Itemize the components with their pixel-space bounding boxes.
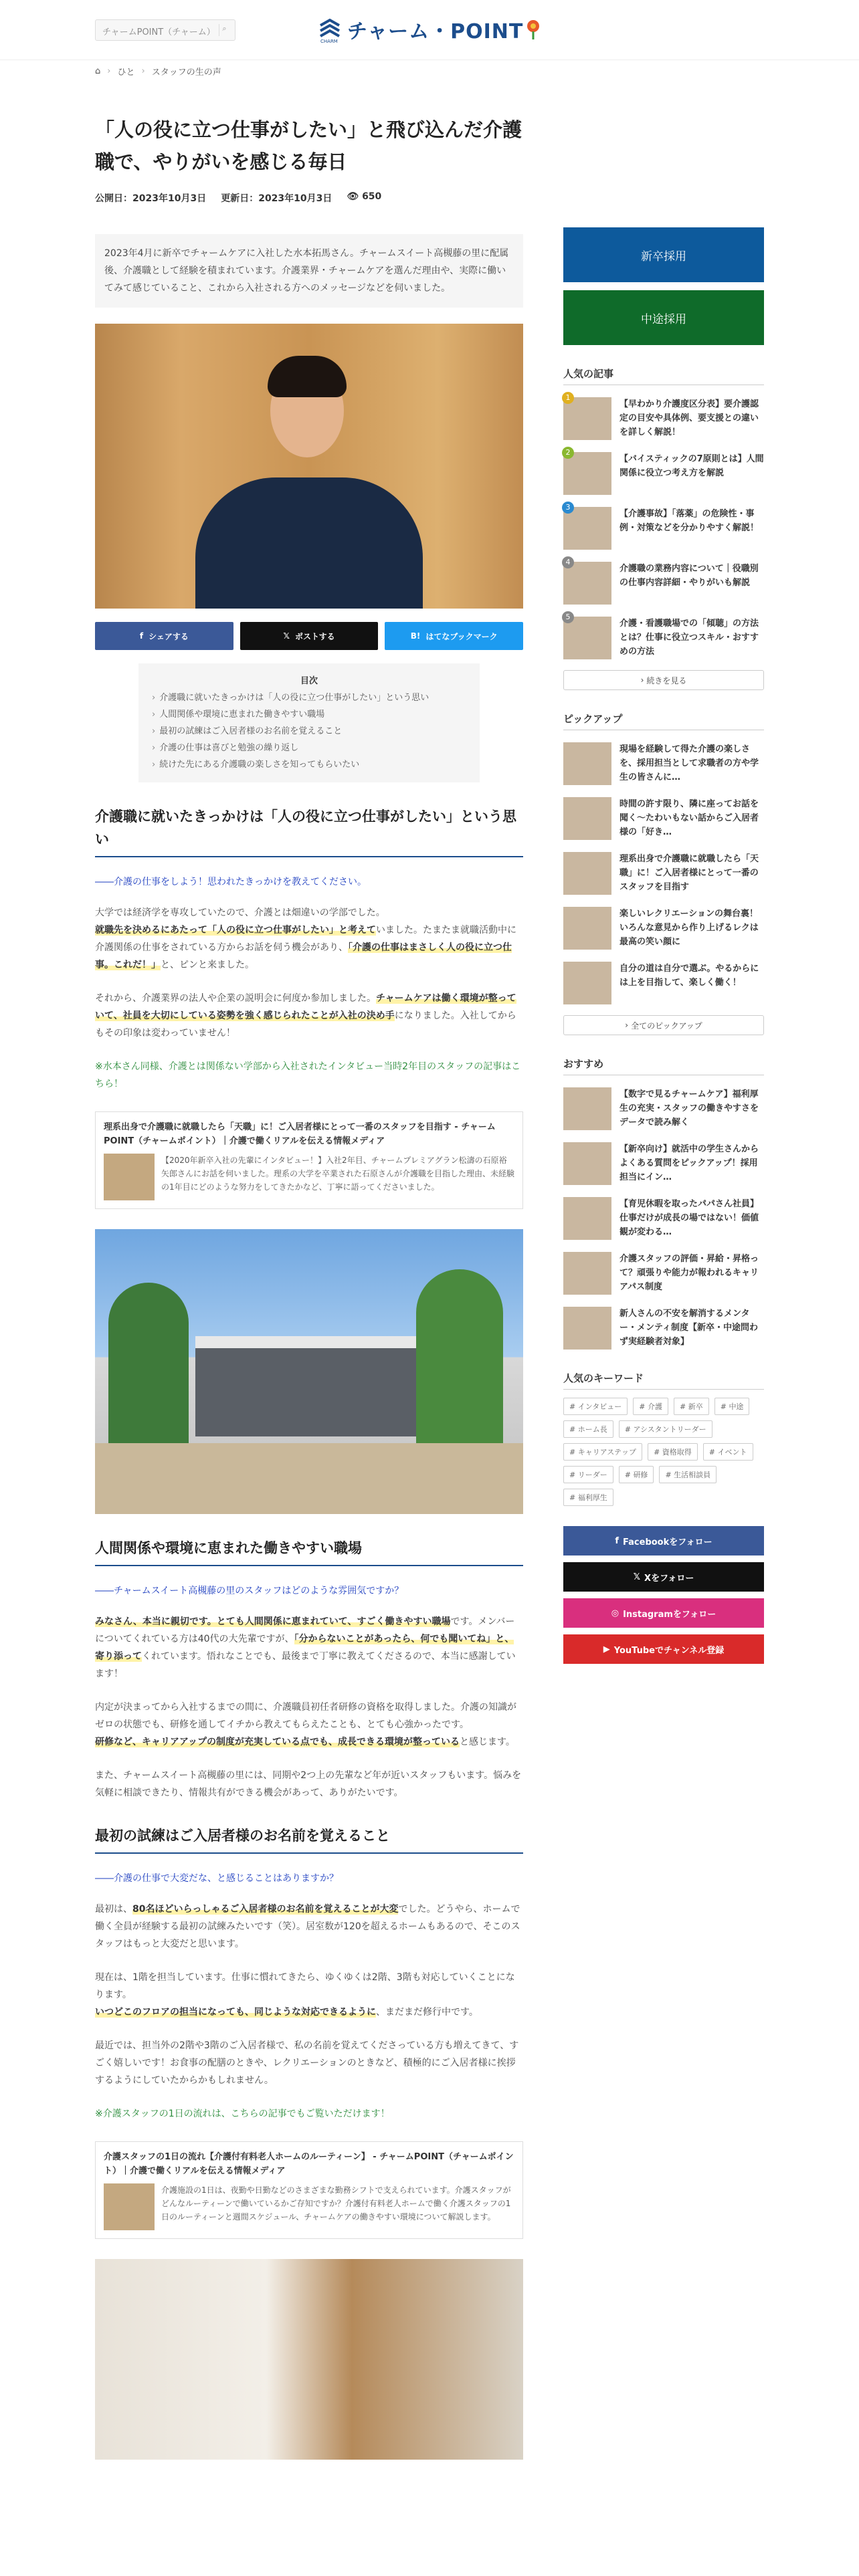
table-of-contents bbox=[138, 663, 480, 782]
site-logo[interactable] bbox=[318, 15, 543, 44]
osusume-item[interactable] bbox=[563, 1252, 764, 1295]
popular-text: 介護・看護職場での「傾聴」の方法とは？仕事に役立つスキル・おすすめの方法 bbox=[619, 619, 759, 657]
pickup-thumbnail bbox=[563, 907, 611, 950]
article-lead: 2023年4月に新卒でチャームケアに入社した水本拓馬さん。チャームスイート高槻藤の里に配属後、介護職として経験を積まれています。介護業界・チャームケアを選んだ理由や、実際に働いてみて感じていること、これから入社される方へのメッセージなどを伺いました。 bbox=[95, 234, 523, 308]
osusume-text: 新人さんの不安を解消するメンター・メンティ制度【新卒・中途問わず実経験者対象】 bbox=[619, 1309, 758, 1347]
keyword-tag[interactable]: # 介護 bbox=[633, 1398, 668, 1415]
popular-text: 【介護事故】「落薬」の危険性・事例・対策などを分かりやすく解説！ bbox=[619, 509, 759, 533]
facebook-icon: f bbox=[615, 1535, 619, 1546]
popular-item[interactable] bbox=[563, 393, 764, 440]
tree-shape bbox=[108, 1283, 189, 1450]
article-meta bbox=[95, 191, 523, 205]
pickup-item[interactable] bbox=[563, 907, 764, 950]
arrow-icon: › bbox=[640, 675, 644, 685]
osusume-text: 【新卒向け】就活中の学生さんからよくある質問をピックアップ！採用担当にイン… bbox=[619, 1144, 759, 1182]
paragraph: それから、介護業界の法人や企業の説明会に何度か参加しました。チャームケアは働く環境が整っていて、社員を大切にしている姿勢を強く感じられたことが入社の決め手になりました。入社してからもその印象は変わっていません！ bbox=[95, 993, 516, 1039]
pickup-item[interactable] bbox=[563, 962, 764, 1004]
logo-sub: CHARM bbox=[320, 39, 338, 44]
building-roof bbox=[195, 1336, 450, 1348]
osusume-item[interactable] bbox=[563, 1197, 764, 1240]
person-body bbox=[195, 477, 423, 609]
logo-mark-icon bbox=[318, 17, 342, 41]
card-thumbnail bbox=[104, 1154, 155, 1200]
related-link[interactable]: ※水本さん同様、介護とは関係ない学部から入社されたインタビュー当時2年目のスタッフの記事はこちら！ bbox=[95, 1061, 521, 1089]
osusume-thumbnail bbox=[563, 1252, 611, 1295]
view-count: 650 bbox=[362, 191, 382, 202]
osusume-text: 介護スタッフの評価・昇給・昇格って？頑張りや能力が報われるキャリアパス制度 bbox=[619, 1254, 759, 1292]
keyword-tags bbox=[563, 1398, 764, 1506]
osusume-thumbnail bbox=[563, 1197, 611, 1240]
rank-badge: 5 bbox=[562, 611, 574, 623]
osusume-thumbnail bbox=[563, 1307, 611, 1350]
instagram-follow-button[interactable]: ◎ Instagramをフォロー bbox=[563, 1598, 764, 1628]
osusume-item[interactable] bbox=[563, 1307, 764, 1350]
logo-text: チャーム・POINT bbox=[347, 20, 524, 43]
toc-item[interactable]: › 介護の仕事は喜びと勉強の繰り返し bbox=[152, 740, 466, 756]
blog-card[interactable] bbox=[95, 1111, 523, 1209]
updated-date: 更新日：2023年10月3日 bbox=[221, 193, 332, 204]
osusume-thumbnail bbox=[563, 1142, 611, 1185]
pickup-text: 現場を経験して得た介護の楽しさを、採用担当として求職者の方や学生の皆さんに… bbox=[619, 744, 759, 782]
interior-photo bbox=[95, 2259, 523, 2460]
paragraph: 最近では、担当外の2階や3階のご入居者様で、私の名前を覚えてくださっている方も増えてきて、すごく嬉しいです！お食事の配膳のときや、レクリエーションのときなど、積極的にご入居者様に挨拶するようにしていたからかもしれません。 bbox=[95, 2040, 519, 2086]
osusume-text: 【育児休暇を取ったパパさん社員】仕事だけが成長の場ではない！価値観が変わる… bbox=[619, 1199, 759, 1237]
osusume-title: おすすめ bbox=[563, 1057, 764, 1075]
breadcrumb-current[interactable]: スタッフの生の声 bbox=[151, 67, 221, 78]
pickup-item[interactable] bbox=[563, 852, 764, 895]
popular-item[interactable] bbox=[563, 613, 764, 659]
breadcrumb-sep: › bbox=[141, 66, 145, 76]
x-icon: 𝕏 bbox=[283, 631, 290, 641]
hatena-share-button[interactable]: B! はてなブックマーク bbox=[385, 622, 523, 650]
popular-item[interactable] bbox=[563, 558, 764, 605]
paragraph: 最初は、80名ほどいらっしゃるご入居者様のお名前を覚えることが大変でした。どうやら、ホームで働く全員が経験する最初の試練みたいです（笑）。居室数が120を超えるホームもあるので、そこのスタッフはもっと大変だと思います。 bbox=[95, 1904, 520, 1949]
pickup-thumbnail bbox=[563, 852, 611, 895]
arrow-icon: › bbox=[625, 1021, 629, 1030]
toc-item[interactable]: › 続けた先にある介護職の楽しさを知ってもらいたい bbox=[152, 756, 466, 773]
facebook-icon: f bbox=[139, 631, 144, 641]
popular-thumbnail bbox=[563, 507, 611, 550]
share-bar bbox=[95, 622, 523, 650]
osusume-thumbnail bbox=[563, 1087, 611, 1130]
building-photo bbox=[95, 1229, 523, 1514]
popular-title: 人気の記事 bbox=[563, 366, 764, 385]
person-hair bbox=[268, 356, 347, 397]
keyword-tag[interactable]: # 研修 bbox=[619, 1466, 654, 1483]
pickup-thumbnail bbox=[563, 797, 611, 840]
section-heading: 最初の試練はご入居者様のお名前を覚えること bbox=[95, 1824, 523, 1854]
pickup-thumbnail bbox=[563, 962, 611, 1004]
blog-card[interactable] bbox=[95, 2141, 523, 2239]
card-title: 介護スタッフの1日の流れ【介護付有料老人ホームのルーティーン】 - チャームPOINT（チャームポイント）｜介護で働くリアルを伝える情報メディア bbox=[104, 2152, 514, 2176]
pickup-text: 時間の許す限り、隣に座ってお話を聞く～たわいもない話からご入居者様の「好き… bbox=[619, 799, 759, 837]
rank-badge: 2 bbox=[562, 447, 574, 459]
pickup-text: 理系出身で介護職に就職したら「天職」に！ご入居者様にとって一番のスタッフを目指す bbox=[619, 854, 759, 892]
toc-item[interactable]: › 介護職に就いたきっかけは「人の役に立つ仕事がしたい」という思い bbox=[152, 689, 466, 706]
hatena-icon: B! bbox=[410, 631, 421, 641]
published-date: 公開日：2023年10月3日 bbox=[95, 193, 207, 204]
paragraph: また、チャームスイート高槻藤の里には、同期や2つ上の先輩など年が近いスタッフもいます。悩みを気軽に相談できたり、情報共有ができる機会があって、ありがたいです。 bbox=[95, 1770, 522, 1798]
question: ――チャームスイート高槻藤の里のスタッフはどのような雰囲気ですか？ bbox=[95, 1586, 404, 1596]
hero-image bbox=[95, 324, 523, 609]
paragraph: みなさん、本当に親切です。とても人間関係に恵まれていて、すごく働きやすい職場です。メンバーについてくれている方は40代の大先輩ですが、「分からないことがあったら、何でも聞いてね」と、寄り添ってくれています。悟れなことでも、最後まで丁寧に教えてくださるので、本当に感謝しています！ bbox=[95, 1616, 516, 1679]
pickup-text: 楽しいレクリエーションの舞台裏！いろんな意見から作り上げるレクは最高の笑い顔に bbox=[619, 909, 759, 947]
search-icon[interactable]: ⌕ bbox=[219, 24, 229, 36]
ground-shape bbox=[95, 1443, 523, 1514]
keyword-tag[interactable]: # キャリアステップ bbox=[563, 1443, 642, 1461]
section-heading: 介護職に就いたきっかけは「人の役に立つ仕事がしたい」という思い bbox=[95, 805, 523, 857]
tree-shape bbox=[416, 1269, 503, 1457]
chuto-button[interactable]: 中途採用 bbox=[563, 290, 764, 345]
breadcrumb-sep: › bbox=[107, 66, 111, 76]
section-heading: 人間関係や環境に恵まれた働きやすい職場 bbox=[95, 1537, 523, 1566]
toc-item[interactable]: › 最初の試練はご入居者様のお名前を覚えること bbox=[152, 723, 466, 740]
keyword-tag[interactable]: # 資格取得 bbox=[648, 1443, 698, 1461]
keyword-tag[interactable]: # アシスタントリーダー bbox=[619, 1420, 712, 1438]
article-main bbox=[95, 107, 523, 2460]
question: ――介護の仕事で大変だな、と感じることはありますか？ bbox=[95, 1873, 339, 1884]
card-thumbnail bbox=[104, 2183, 155, 2230]
osusume-item[interactable] bbox=[563, 1142, 764, 1185]
pickup-text: 自分の道は自分で選ぶ。やるからには上を目指して、楽しく働く！ bbox=[619, 964, 759, 988]
more-pickup-button[interactable]: › 全てのピックアップ bbox=[563, 1015, 764, 1035]
more-popular-button[interactable]: › 続きを見る bbox=[563, 670, 764, 690]
keyword-tag[interactable]: # 中途 bbox=[714, 1398, 750, 1415]
popular-thumbnail bbox=[563, 617, 611, 659]
osusume-item[interactable] bbox=[563, 1087, 764, 1130]
related-link[interactable]: ※介護スタッフの1日の流れは、こちらの記事でもご覧いただけます！ bbox=[95, 2109, 390, 2119]
building-shape bbox=[195, 1343, 450, 1436]
pickup-title: ピックアップ bbox=[563, 712, 764, 730]
keyword-tag[interactable]: # ホーム長 bbox=[563, 1420, 613, 1438]
card-title: 理系出身で介護職に就職したら「天職」に！ご入居者様にとって一番のスタッフを目指す - チャームPOINT（チャームポイント）｜介護で働くリアルを伝える情報メディア bbox=[104, 1122, 496, 1146]
site-header bbox=[0, 0, 859, 60]
paragraph: 内定が決まってから入社するまでの間に、介護職員初任者研修の資格を取得しました。介護の知識がゼロの状態でも、研修を通してイチから教えてもらえたことも、とても心強かったです。 研修など、キャリアアップの制度が充実している点でも、成長できる環境が整っていると感じます。 bbox=[95, 1702, 516, 1747]
breadcrumb-category[interactable]: ひと bbox=[117, 67, 135, 78]
instagram-icon: ◎ bbox=[611, 1608, 619, 1618]
popular-item[interactable] bbox=[563, 448, 764, 495]
facebook-share-button[interactable]: f シェアする bbox=[95, 622, 233, 650]
home-icon[interactable]: ⌂ bbox=[95, 66, 101, 76]
x-follow-button[interactable]: 𝕏 Xをフォロー bbox=[563, 1562, 764, 1592]
shinsotsu-button[interactable]: 新卒採用 bbox=[563, 227, 764, 282]
keyword-tag[interactable]: # 福利厚生 bbox=[563, 1489, 613, 1506]
popular-thumbnail bbox=[563, 452, 611, 495]
rank-badge: 3 bbox=[562, 502, 574, 514]
osusume-text: 【数字で見るチャームケア】福利厚生の充実・スタッフの働きやすさをデータで読み解く bbox=[619, 1089, 759, 1128]
facebook-follow-button[interactable]: f Facebookをフォロー bbox=[563, 1526, 764, 1555]
popular-thumbnail bbox=[563, 562, 611, 605]
toc-item[interactable]: › 人間関係や環境に恵まれた働きやすい職場 bbox=[152, 706, 466, 723]
youtube-subscribe-button[interactable]: ▶ YouTubeでチャンネル登録 bbox=[563, 1634, 764, 1664]
follow-buttons bbox=[563, 1526, 764, 1664]
toc-title: 目次 bbox=[300, 676, 318, 686]
popular-text: 介護職の業務内容について｜役職別の仕事内容詳細・やりがいも解説 bbox=[619, 564, 759, 588]
rank-badge: 4 bbox=[562, 556, 574, 568]
card-description: 【2020年新卒入社の先輩にインタビュー！】入社2年目、チャームプレミアグラン松濤の石原裕矢郎さんにお話を伺いました。理系の大学を卒業された石原さんが介護職を目指した理由、未経験の1年目にどのような努力をしてきたかなど、丁寧に語ってくださいました。 bbox=[161, 1156, 515, 1192]
popular-thumbnail bbox=[563, 397, 611, 440]
eye-icon: 👁 bbox=[347, 191, 363, 202]
pickup-item[interactable] bbox=[563, 742, 764, 785]
popular-item[interactable] bbox=[563, 503, 764, 550]
x-icon: 𝕏 bbox=[633, 1572, 641, 1582]
popular-text: 【早わかり介護度区分表】要介護認定の目安や具体例、要支援との違いを詳しく解説！ bbox=[619, 399, 759, 437]
sidebar bbox=[563, 227, 764, 1664]
pickup-thumbnail bbox=[563, 742, 611, 785]
paragraph: 大学では経済学を専攻していたので、介護とは畑違いの学部でした。 就職先を決めるにあたって「人の役に立つ仕事がしたい」と考えていました。たまたま就職活動中に介護関係の仕事をされている方からお話を伺う機会があり、「介護の仕事はまさしく人の役に立つ仕事。これだ！」と、ピンと来ました。 bbox=[95, 907, 516, 970]
popular-text: 【バイスティックの7原則とは】人間関係に役立つ考え方を解説 bbox=[619, 454, 764, 478]
keyword-tag[interactable]: # インタビュー bbox=[563, 1398, 628, 1415]
x-share-button[interactable]: 𝕏 ポストする bbox=[240, 622, 379, 650]
breadcrumb bbox=[0, 60, 859, 82]
question: ――介護の仕事をしよう！思われたきっかけを教えてください。 bbox=[95, 877, 367, 887]
keywords-title: 人気のキーワード bbox=[563, 1371, 764, 1390]
views bbox=[347, 191, 381, 205]
rank-badge: 1 bbox=[562, 392, 574, 404]
search-input[interactable]: チャームPOINT（チャーム） ⌕ bbox=[95, 19, 235, 41]
logo-flower-icon bbox=[523, 18, 543, 41]
pickup-item[interactable] bbox=[563, 797, 764, 840]
card-description: 介護施設の1日は、夜勤や日勤などのさまざまな勤務シフトで支えられています。介護スタッフがどんなルーティーンで働いているかご存知ですか？介護付有料老人ホームで働く介護スタッフの1日のルーティーンと週間スケジュール、チャームケアの働きやすい環境について解説します。 bbox=[161, 2185, 511, 2222]
keyword-tag[interactable]: # イベント bbox=[703, 1443, 753, 1461]
page-title: 「人の役に立つ仕事がしたい」と飛び込んだ介護職で、やりがいを感じる毎日 bbox=[95, 118, 522, 173]
keyword-tag[interactable]: # リーダー bbox=[563, 1466, 613, 1483]
keyword-tag[interactable]: # 生活相談員 bbox=[659, 1466, 717, 1483]
paragraph: 現在は、1階を担当しています。仕事に慣れてきたら、ゆくゆくは2階、3階も対応していくことになります。 いつどこのフロアの担当になっても、同じような対応できるように、まだまだ修行中です。 bbox=[95, 1972, 515, 2018]
keyword-tag[interactable]: # 新卒 bbox=[674, 1398, 709, 1415]
youtube-icon: ▶ bbox=[603, 1644, 610, 1654]
